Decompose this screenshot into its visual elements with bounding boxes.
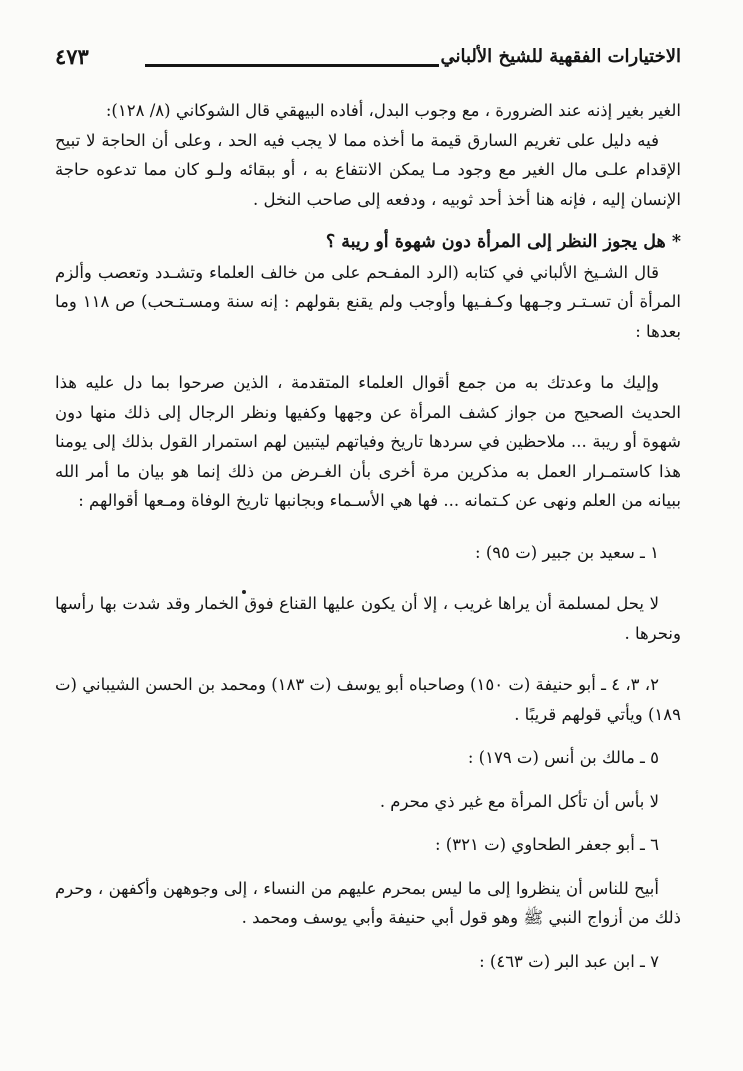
quote-scholar-5: لا بأس أن تأكل المرأة مع غير ذي محرم . (379, 791, 659, 811)
section-heading-text: هل يجوز النظر إلى المرأة دون شهوة أو ريبة ؟ (325, 232, 666, 252)
list-item-scholar-5: ٥ ـ مالك بن أنس (ت ١٧٩) : (467, 748, 659, 767)
running-title: الاختيارات الفقهية للشيخ الألباني (440, 46, 681, 67)
asterisk-marker: * (671, 232, 681, 252)
page-body (55, 96, 681, 976)
quote-scholar-6: أبيح للناس أن ينظروا إلى ما ليس بمحرم عليهم من النساء ، إلى وجوههن وأكفهن ، وحرم ذلك من أزواج النبي ﷺ وهو قول أبي حنيفة وأبي يوسف ومحمد . (55, 878, 681, 927)
quote-scholar-1: لا يحل لمسلمة أن يراها غريب ، إلا أن يكون عليها القناع فوق الخمار وقد شدت بها رأسها ونحرها . (55, 594, 681, 643)
list-item-scholar-6: ٦ ـ أبو جعفر الطحاوي (ت ٣٢١) : (434, 835, 659, 854)
page-header (55, 42, 681, 76)
list-item-scholar-1: ١ ـ سعيد بن جبير (ت ٩٥) : (475, 542, 659, 562)
list-item-scholar-7: ٧ ـ ابن عبد البر (ت ٤٦٣) : (479, 951, 659, 971)
paragraph-quote-shawkani: فيه دليل على تغريم السارق قيمة ما أخذه مما لا يجب فيه الحد ، وعلى أن الحاجة لا تبيح الإقدام علـى مال الغير مع وجود مـا يمكن الانتفاع به ، أو ببقائه ولـو كان مما تدعوه حاجة الإنسان إليه ، فإنه هنا أخذ أحد ثوبيه ، ودفعه إلى صاحب النخل . (55, 130, 681, 209)
paragraph-albani-book: قال الشـيخ الألباني في كتابه (الرد المفـحم على من خالف العلماء وتشـدد وتعصب وألزم المرأة أن تسـتـر وجـهها وكـفـيها وأوجب ولم يقنع بقولهم : إنه سنة ومسـتـحب) ص ١١٨ وما بعدها : (55, 262, 681, 341)
page-number: ٤٧٣ (55, 44, 89, 69)
header-rule (145, 64, 439, 67)
paragraph-scholars-intro: وإليك ما وعدتك به من جمع أقوال العلماء المتقدمة ، الذين صرحوا بما دل عليه هذا الحديث الصحيح من جواز كشف المرأة عن وجهها وكفيها ونظر الرجال إلى ذلك منها دون شهوة أو ريبة ... ملاحظين في سردها تاريخ وفياتهم ليتبين لهم استمرار القول بذلك إلى يومنا هذا كاستمـرار العمل به مذكرين مرة أخرى بأن الغـرض من ذلك إنما هو بيان ما أمر الله ببيانه من العلم ونهى عن كـتمانه ... فها هي الأسـماء وبجانبها تاريخ الوفاة ومـعها أقوالهم : (55, 373, 681, 510)
print-speck (242, 590, 246, 594)
list-item-scholar-2-4: ٢، ٣، ٤ ـ أبو حنيفة (ت ١٥٠) وصاحباه أبو يوسف (ت ١٨٣) ومحمد بن الحسن الشيباني (ت ١٨٩) ويأتي قولهم قريبًا . (55, 675, 681, 724)
section-heading (55, 228, 681, 258)
paragraph-continuation: الغير بغير إذنه عند الضرورة ، مع وجوب البدل، أفاده البيهقي قال الشوكاني (٨/ ١٢٨): (105, 101, 681, 120)
